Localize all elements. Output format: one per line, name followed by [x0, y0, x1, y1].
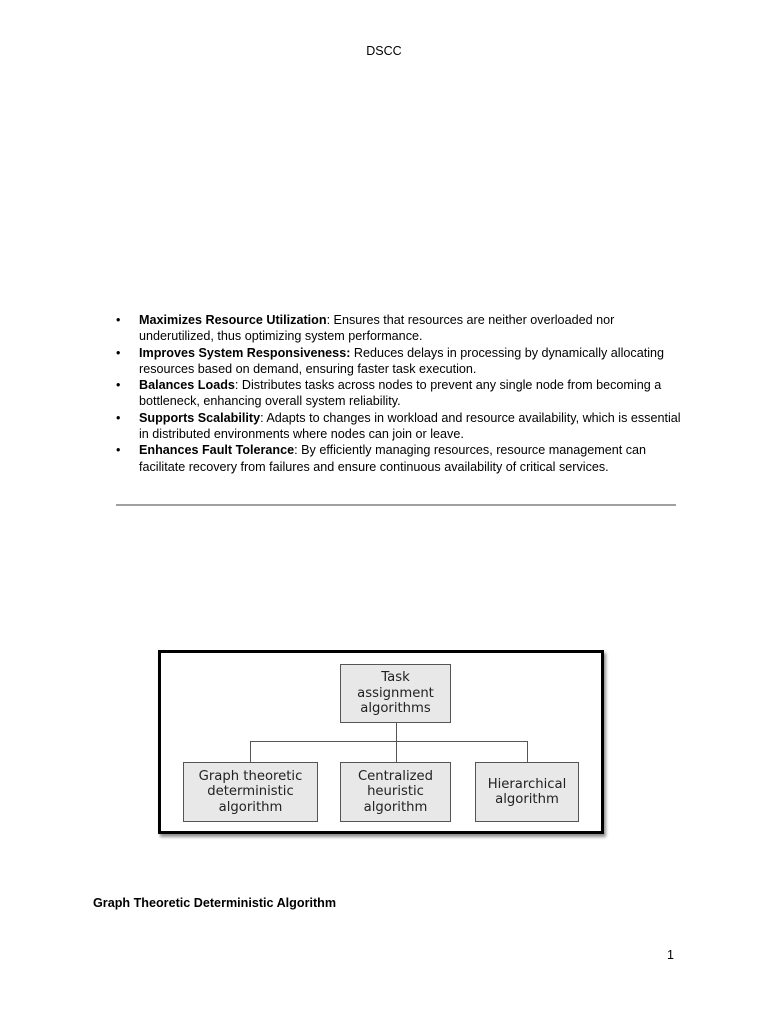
diagram-connector-horizontal [250, 741, 527, 742]
bullet-term: Supports Scalability [139, 410, 261, 425]
bullet-term: Balances Loads [139, 378, 235, 393]
bullet-dot: • [116, 345, 121, 360]
diagram-connector-left [250, 741, 251, 762]
bullet-item [112, 442, 682, 475]
bullet-item [112, 377, 682, 410]
diagram-child-node-centralized: Centralized heuristic algorithm [340, 762, 451, 822]
bullet-description: : Distributes tasks across nodes to prevent any single node from becoming a bottleneck, enhancing overall system reliability. [139, 378, 662, 409]
bullet-term: Maximizes Resource Utilization [139, 313, 327, 327]
task-assignment-diagram [158, 650, 604, 834]
page-number: 1 [667, 948, 674, 962]
bullet-dot: • [116, 313, 121, 327]
bullet-description: : Ensures that resources are neither overloaded nor underutilized, thus optimizing system performance. [139, 313, 615, 344]
diagram-connector-center [396, 741, 397, 762]
bullet-term: Enhances Fault Tolerance [139, 443, 295, 458]
diagram-connector-root [396, 723, 397, 741]
diagram-connector-right [527, 741, 528, 762]
bullet-item [112, 345, 682, 378]
bullet-term: Improves System Responsiveness: [139, 345, 351, 360]
bullet-item [112, 312, 682, 345]
diagram-child-node-hierarchical: Hierarchical algorithm [475, 762, 579, 822]
bullet-description: : Adapts to changes in workload and resource availability, which is essential in distributed environments where nodes can join or leave. [139, 410, 681, 442]
page-header: DSCC [366, 44, 402, 58]
bullet-dot: • [116, 378, 121, 393]
bullet-dot: • [116, 410, 121, 425]
bullet-description: Reduces delays in processing by dynamically allocating resources based on demand, ensuring faster task execution. [139, 345, 664, 376]
section-heading: Graph Theoretic Deterministic Algorithm [93, 896, 337, 910]
bullet-list [112, 312, 682, 475]
horizontal-divider [116, 504, 676, 506]
bullet-item [112, 410, 682, 443]
diagram-root-node: Task assignment algorithms [340, 664, 451, 723]
diagram-child-node-graph-theoretic: Graph theoretic deterministic algorithm [183, 762, 318, 822]
bullet-description: : By efficiently managing resources, resource management can facilitate recovery from failures and ensure continuous availability of critical services. [139, 443, 647, 474]
bullet-dot: • [116, 443, 121, 458]
